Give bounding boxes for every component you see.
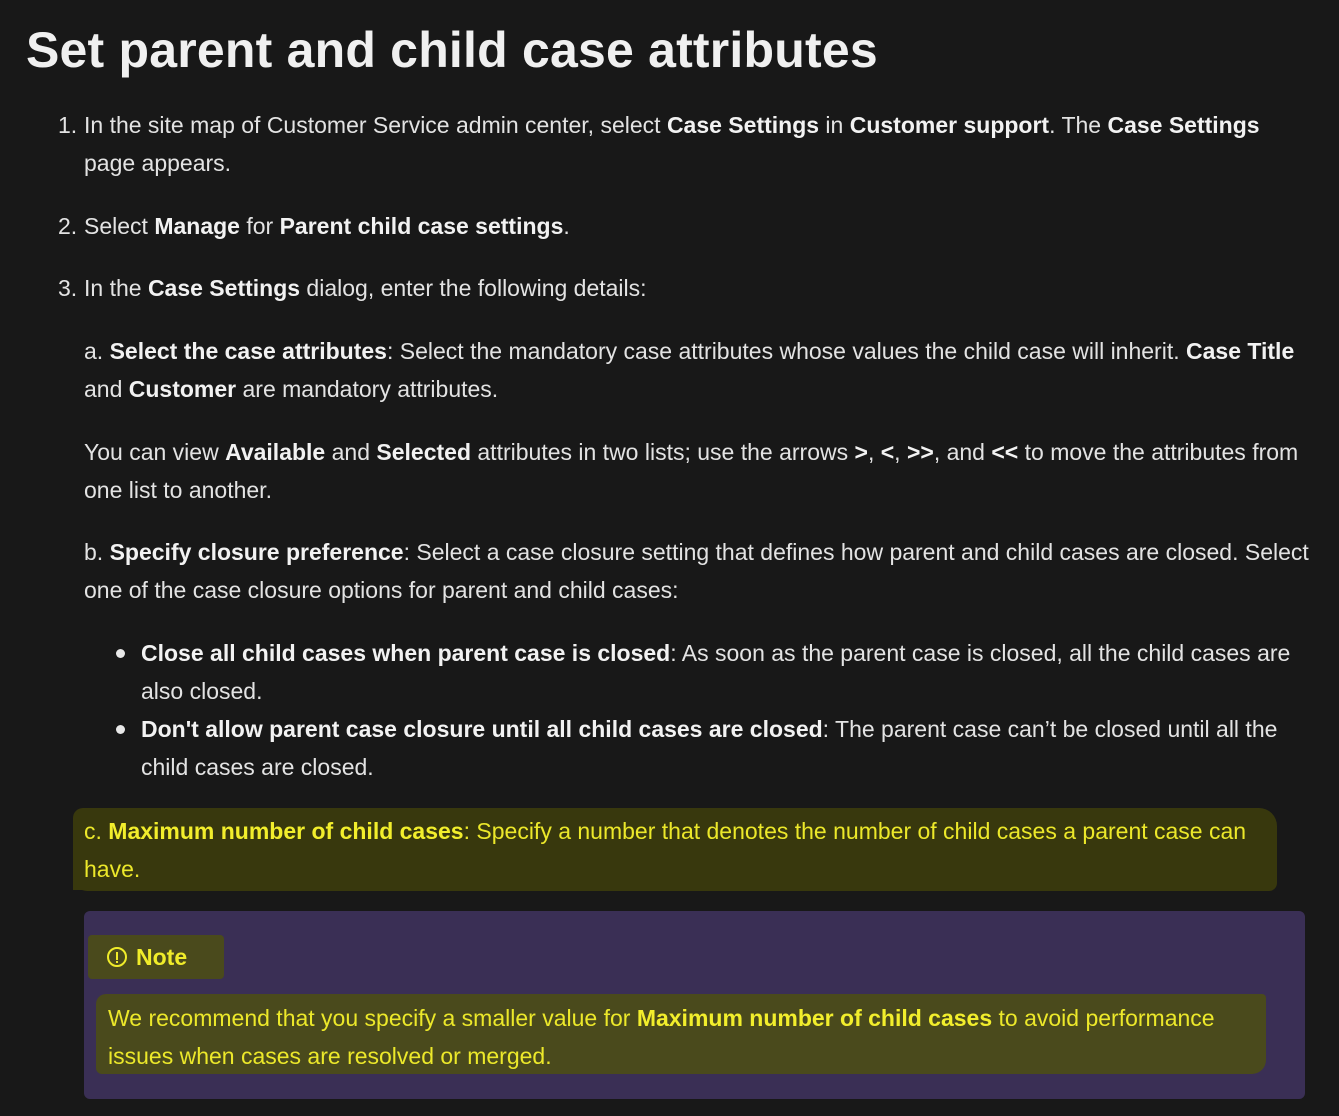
step-3 (58, 269, 1303, 307)
sub-step-a: a. Select the case attributes: Select the mandatory case attributes whose values the child case will inherit. Case Title and Customer are mandatory attributes. (84, 338, 1295, 402)
sub-step-a-detail: You can view Available and Selected attributes in two lists; use the arrows >, <, >>, and << to move the attributes from one list to another. (84, 439, 1299, 503)
list-item: Don't allow parent case closure until all child cases are closed: The parent case can’t be closed until all the child cases are closed. (112, 710, 1302, 786)
step-1-text: In the site map of Customer Service admin center, select Case Settings in Customer support. The Case Settings page appears. (84, 112, 1260, 176)
step-1 (58, 106, 1303, 182)
step-2 (58, 207, 1303, 245)
step-3-text: In the Case Settings dialog, enter the following details: (84, 275, 647, 301)
step-number: 2. (58, 213, 78, 239)
step-number: 1. (58, 112, 78, 138)
sub-step-c: c. Maximum number of child cases: Specify a number that denotes the number of child cases a parent case can have. (84, 818, 1247, 882)
note-text: We recommend that you specify a smaller value for Maximum number of child cases to avoid performance issues when cases are resolved or merged. (108, 1005, 1215, 1069)
bullet-icon (116, 725, 125, 734)
bullet-icon (116, 649, 125, 658)
info-circle-icon (107, 947, 127, 967)
note-title: Note (107, 938, 187, 976)
list-item: Close all child cases when parent case is closed: As soon as the parent case is closed, all the child cases are also closed. (112, 634, 1302, 710)
page-title: Set parent and child case attributes (26, 22, 878, 78)
sub-step-b: b. Specify closure preference: Select a case closure setting that defines how parent and child cases are closed. Select one of the case closure options for parent and child cases: (84, 539, 1309, 603)
step-number: 3. (58, 275, 78, 301)
closure-options-list (112, 634, 1302, 786)
step-2-text: Select Manage for Parent child case settings. (84, 213, 570, 239)
